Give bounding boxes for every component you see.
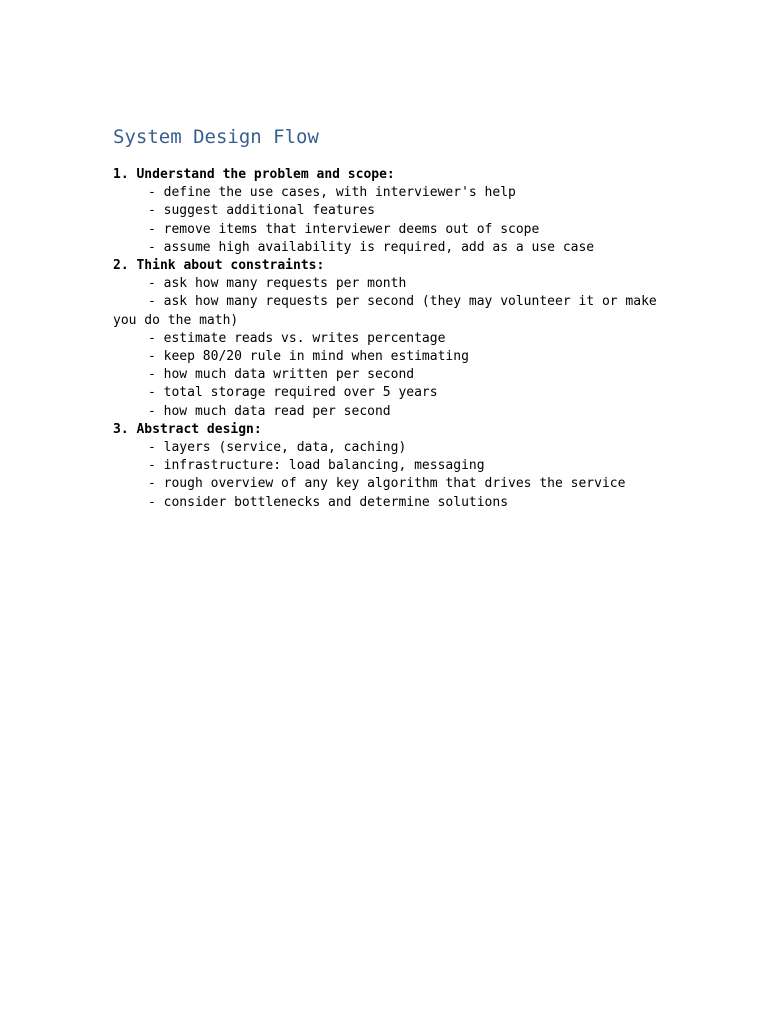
list-item: - ask how many requests per second (they may volunteer it or make you do the math) (113, 294, 665, 328)
list-item: - total storage required over 5 years (148, 385, 438, 401)
list-item: - ask how many requests per month (148, 276, 407, 292)
section-item-list (113, 439, 658, 512)
list-item: - define the use cases, with interviewer's help (148, 185, 516, 201)
section-item-list (113, 184, 658, 257)
document-body (113, 166, 665, 512)
document-title: System Design Flow (113, 126, 319, 148)
list-item: - suggest additional features (148, 203, 375, 219)
section-item-list (113, 275, 665, 421)
list-item: - how much data read per second (148, 403, 391, 419)
list-item: - consider bottlenecks and determine solutions (148, 494, 509, 510)
section-constraints (113, 257, 665, 421)
list-item: - assume high availability is required, add as a use case (148, 239, 595, 255)
list-item: - how much data written per second (148, 367, 415, 383)
section-understand-problem (113, 166, 658, 257)
list-item: - keep 80/20 rule in mind when estimating (148, 349, 469, 365)
section-abstract-design (113, 421, 658, 512)
list-item: - rough overview of any key algorithm that drives the service (148, 476, 626, 492)
section-heading: 1. Understand the problem and scope: (113, 167, 395, 182)
list-item: - remove items that interviewer deems out of scope (148, 221, 540, 237)
list-item: - estimate reads vs. writes percentage (148, 330, 446, 346)
list-item: - layers (service, data, caching) (148, 440, 407, 456)
list-item: - infrastructure: load balancing, messaging (148, 458, 485, 474)
section-heading: 2. Think about constraints: (113, 258, 325, 274)
section-heading: 3. Abstract design: (113, 421, 262, 437)
